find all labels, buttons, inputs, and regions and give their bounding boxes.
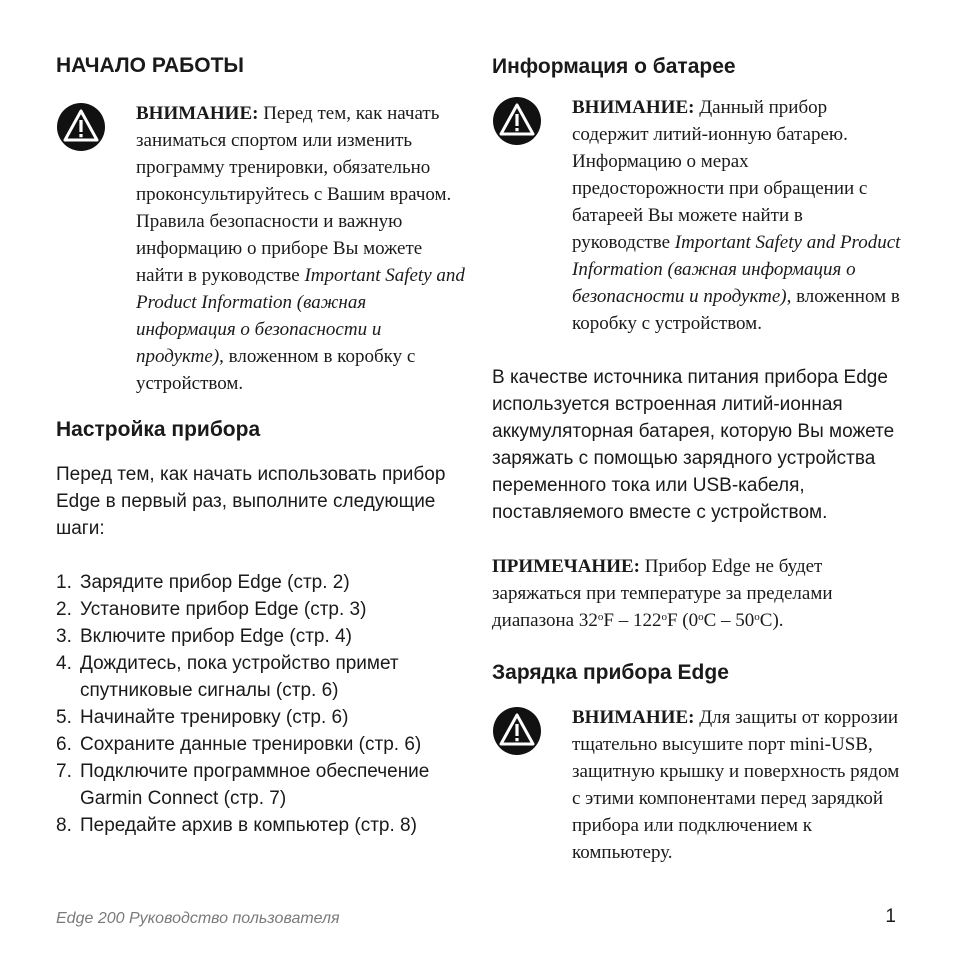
section-heading: НАЧАЛО РАБОТЫ [56, 54, 244, 77]
battery-warning-text [572, 94, 902, 337]
step-text: Зарядите прибор Edge (стр. 2) [80, 572, 350, 593]
degree-mark: o [597, 611, 604, 623]
step-number: 5. [56, 707, 72, 728]
warning-label: ВНИМАНИЕ: [572, 707, 695, 728]
step-number: 2. [56, 599, 72, 620]
list-item [56, 650, 466, 704]
warning-body-end: , вложенном в коробку с устройством. [572, 286, 900, 334]
list-item [56, 758, 466, 812]
charge-warning-block [492, 704, 902, 866]
warning-label: ВНИМАНИЕ: [136, 103, 259, 124]
step-number: 8. [56, 815, 72, 836]
list-item [56, 569, 466, 596]
list-item [56, 731, 466, 758]
battery-heading: Информация о батарее [492, 55, 736, 78]
list-item [56, 812, 466, 839]
left-column [56, 50, 466, 839]
setup-heading: Настройка прибора [56, 418, 261, 441]
warning-block [56, 100, 466, 397]
degree-mark: o [698, 611, 704, 623]
warning-body: Перед тем, как начать заниматься спортом или изменить программу тренировки, обязательно проконсультируйтесь с Вашим врачом. Правила безопасности и важную информацию о приборе Вы можете найти в руководстве [136, 103, 452, 286]
step-number: 4. [56, 653, 72, 674]
step-number: 7. [56, 761, 72, 782]
warning-icon [492, 706, 542, 756]
step-number: 6. [56, 734, 72, 755]
note-body: F – 122 [603, 610, 662, 631]
step-text: Сохраните данные тренировки (стр. 6) [80, 734, 422, 755]
note-body: C – 50 [703, 610, 755, 631]
note-text [492, 553, 902, 634]
step-text: Включите прибор Edge (стр. 4) [80, 626, 352, 647]
warning-body: Данный прибор содержит литий-ионную батарею. Информацию о мерах предосторожности при обращении с батареей Вы можете найти в руководстве [572, 97, 868, 253]
note-body: F (0 [666, 610, 699, 631]
list-item [56, 704, 466, 731]
step-text: Установите прибор Edge (стр. 3) [80, 599, 367, 620]
charge-warning-text [572, 704, 902, 866]
step-number: 3. [56, 626, 72, 647]
step-text: Начинайте тренировку (стр. 6) [80, 707, 349, 728]
step-text: Передайте архив в компьютер (стр. 8) [80, 815, 417, 836]
page-number: 1 [885, 906, 896, 927]
charge-heading: Зарядка прибора Edge [492, 661, 729, 684]
right-column [492, 52, 902, 866]
list-item [56, 623, 466, 650]
step-text: Дождитесь, пока устройство примет спутниковые сигналы (стр. 6) [80, 653, 399, 701]
note-label: ПРИМЕЧАНИЕ: [492, 556, 640, 577]
setup-steps-list [56, 569, 466, 839]
warning-icon [492, 96, 542, 146]
battery-warning-block [492, 94, 902, 337]
footer-title: Edge 200 Руководство пользователя [56, 910, 340, 927]
step-number: 1. [56, 572, 72, 593]
note-body: Прибор Edge не будет заряжаться при температуре за пределами диапазона 32 [492, 556, 833, 631]
step-text: Подключите программное обеспечение Garmin Connect (стр. 7) [80, 761, 430, 809]
warning-doc-title: Important Safety and Product Information (важная информация о безопасности и продукте) [136, 265, 465, 367]
warning-label: ВНИМАНИЕ: [572, 97, 695, 118]
warning-icon [56, 102, 106, 152]
warning-doc-title: Important Safety and Product Information (важная информация о безопасности и продукте) [572, 232, 901, 307]
degree-mark: o [661, 611, 667, 623]
degree-mark: o [754, 611, 760, 623]
warning-body-end: , вложенном в коробку с устройством. [136, 346, 416, 394]
battery-description: В качестве источника питания прибора Edge используется встроенная литий-ионная аккумуляторная батарея, которую Вы можете заряжать с помощью зарядного устройства переменного тока или USB-кабеля, поставляемого вместе с устройством. [492, 367, 895, 523]
setup-intro: Перед тем, как начать использовать прибор Edge в первый раз, выполните следующие шаги: [56, 464, 446, 539]
list-item [56, 596, 466, 623]
warning-text [136, 100, 466, 397]
note-body: C). [759, 610, 784, 631]
warning-body: Для защиты от коррозии тщательно высушите порт mini-USB, защитную крышку и поверхность рядом с этими компонентами перед зарядкой прибора или подключением к компьютеру. [572, 707, 900, 863]
